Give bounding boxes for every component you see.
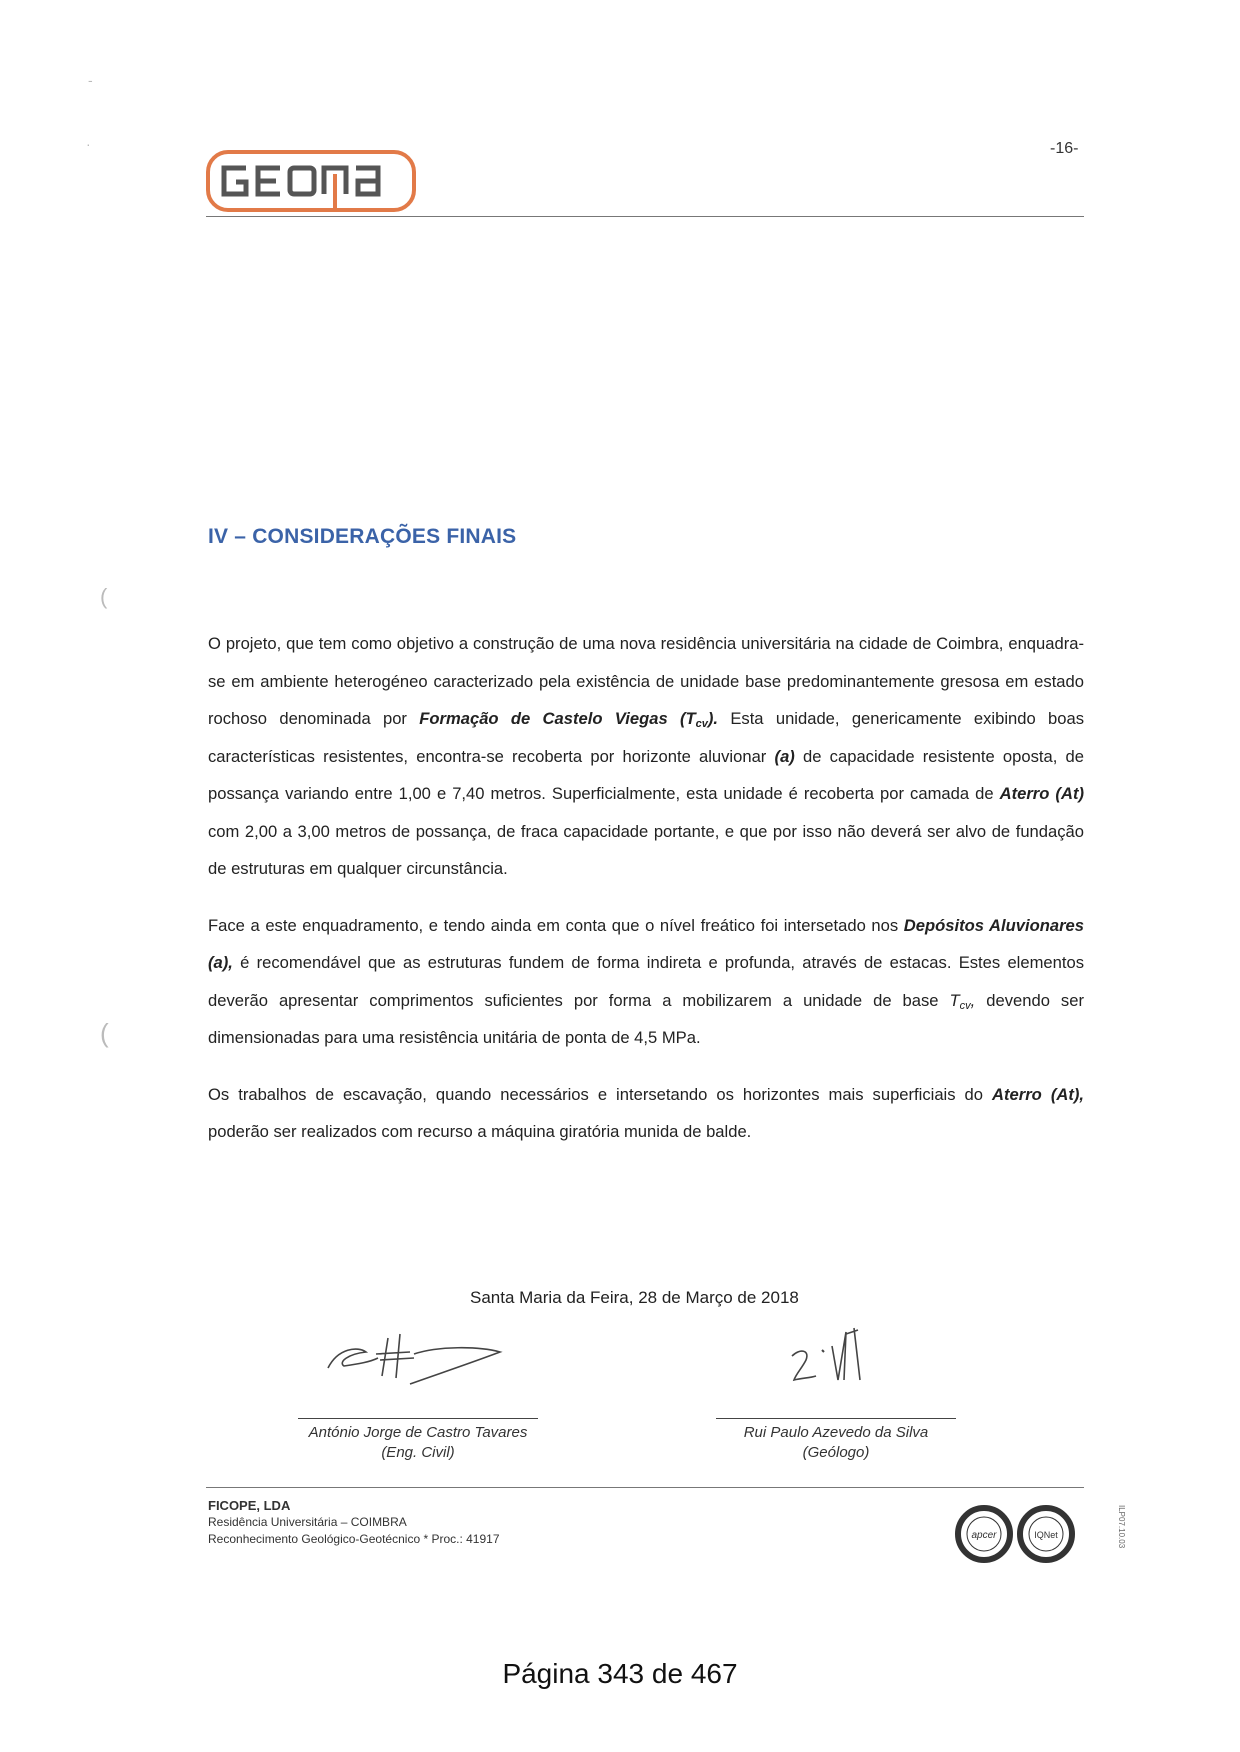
punch-hole-mark: ( [100,1018,109,1048]
signature-1 [318,1318,518,1398]
paragraph-1: O projeto, que tem como objetivo a construção de uma nova residência universitária na cidade de Coimbra, enquadra-se em ambiente heterogéneo caracterizado pela existência de unidade base predominantemente gresosa em estado rochoso denominada por Formação de Castelo Viegas $(T_{cv})$. Esta unidade, genericamente exibindo boas características resistentes, encontra-se recoberta por horizonte aluvionar (a) de capacidade resistente oposta, de possança variando entre 1,00 e 7,40 metros. Superficialmente, esta unidade é recoberta por camada de Aterro (At) com 2,00 a 3,00 metros de possança, de fraca capacidade portante, e que por isso não deverá ser alvo de fundação de estruturas em qualquer circunstância. [208,634,1084,878]
signatory-name: António Jorge de Castro Tavares [308,1424,528,1441]
section-title: IV – CONSIDERAÇÕES FINAIS [208,525,517,548]
scan-mark: · [86,136,91,152]
date-location-line: Santa Maria da Feira, 28 de Março de 2018 [470,1288,799,1307]
signatory-role: (Eng. Civil) [381,1444,455,1461]
body-text [208,625,1084,1170]
svg-text:IQNet: IQNet [1034,1530,1058,1540]
footer [208,1497,500,1548]
geona-logo [206,150,416,212]
pagination-label: Página 343 de 467 [502,1658,738,1689]
certification-seals [952,1502,1080,1566]
footer-process: Reconhecimento Geológico-Geotécnico * Proc.: 41917 [208,1532,500,1546]
company-name: FICOPE, LDA [208,1498,291,1513]
signature-line [298,1418,538,1419]
footer-divider [206,1487,1084,1488]
signatory-role: (Geólogo) [802,1444,870,1461]
page-number: -16- [1050,140,1079,157]
paragraph-3: Os trabalhos de escavação, quando necessários e intersetando os horizontes mais superficiais do Aterro (At), poderão ser realizados com recurso a máquina giratória munida de balde. [208,1084,1084,1141]
signatory-1 [298,1418,538,1463]
header-divider [206,216,1084,217]
punch-hole-mark: ( [100,584,108,609]
signatory-2 [716,1418,956,1463]
svg-text:apcer: apcer [971,1530,997,1541]
scan-mark: - [88,72,93,88]
document-code: ILP07.10.03 [1117,1505,1126,1549]
paragraph-2: Face a este enquadramento, e tendo ainda em conta que o nível freático foi intersetado nos Depósitos Aluvionares (a), é recomendável que as estruturas fundem de forma indireta e profunda, através de estacas. Estes elementos deverão apresentar comprimentos suficientes por forma a mobilizarem a unidade de base $T_{cv}$, devendo ser dimensionadas para uma resistência unitária de ponta de 4,5 MPa. [208,915,1084,1047]
signature-line [716,1418,956,1419]
signature-2 [788,1318,908,1398]
footer-project: Residência Universitária – COIMBRA [208,1515,407,1529]
signatory-name: Rui Paulo Azevedo da Silva [743,1424,929,1441]
